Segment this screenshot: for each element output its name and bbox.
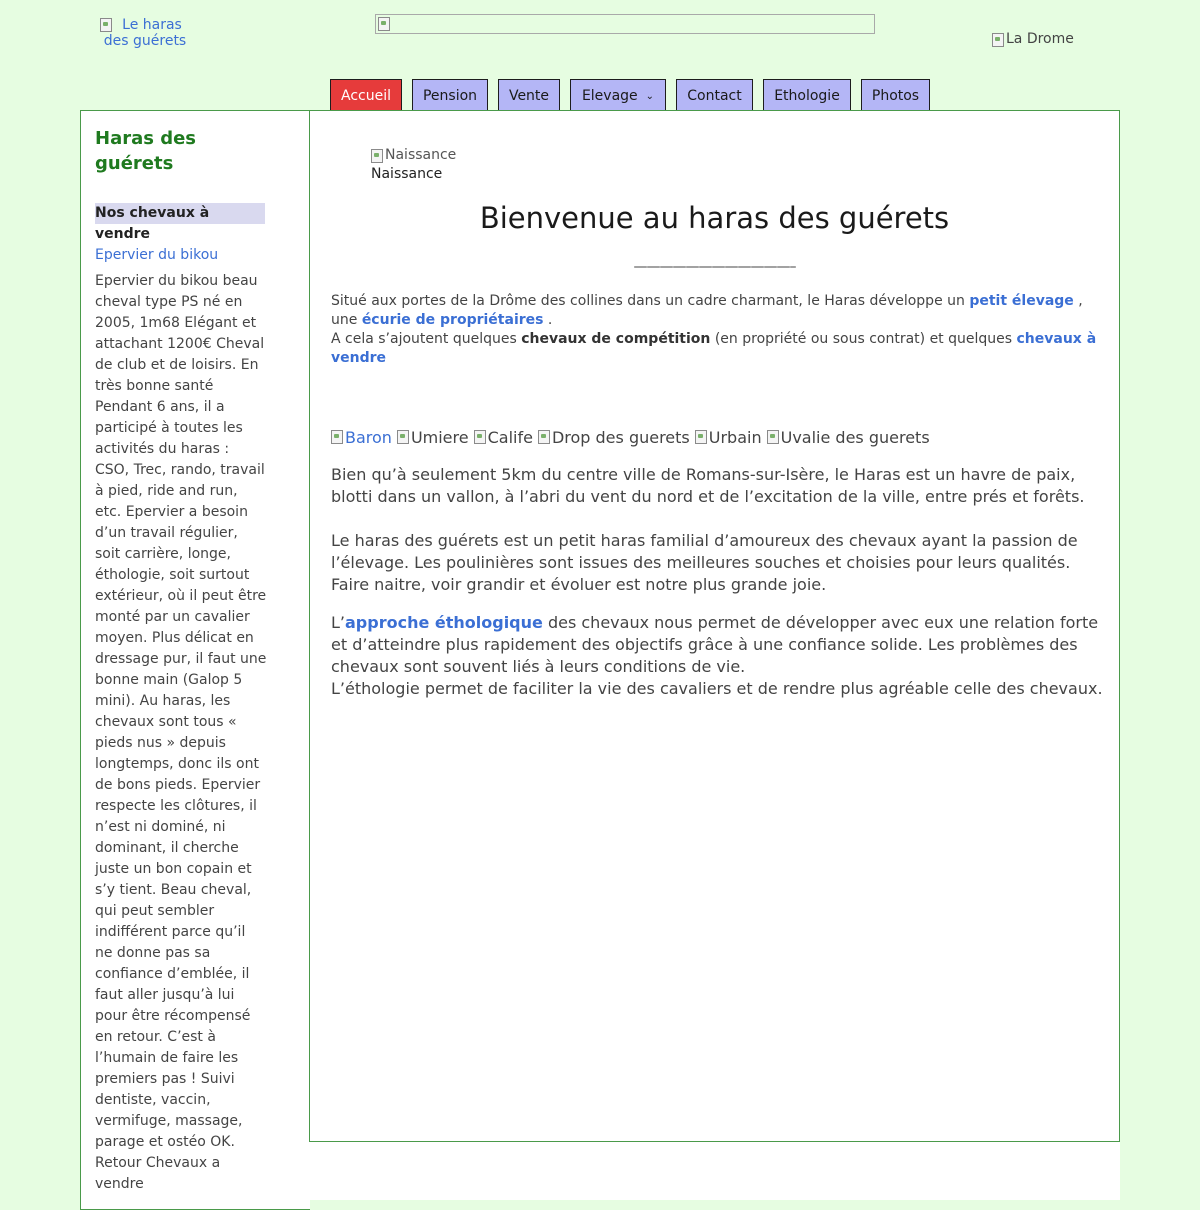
nav-item-label: Photos [871,87,920,104]
approche-ethologique-link[interactable]: approche éthologique [345,613,543,632]
region-logo-alt: La Drome [1006,31,1074,47]
gallery-image-alt: Urbain [708,428,762,447]
petit-elevage-link[interactable]: petit élevage [969,293,1074,309]
site-logo-link[interactable] [100,17,190,49]
site-title: Haras des guérets [95,128,197,174]
ethology-text-3: L’éthologie permet de faciliter la vie des cavaliers et de rendre plus agréable celle des chevaux. [331,679,1103,698]
chevron-down-icon: ⌄ [645,91,655,102]
paragraph-family: Le haras des guérets est un petit haras familial d’amoureux des chevaux ayant la passion de l’élevage. Les poulinières sont issues des meilleures souches et choisies pour leurs qualités. Faire naitre, voir grandir et évoluer est notre plus grande joie. [331,531,1078,594]
page-title: Bienvenue au haras des guérets [479,201,950,235]
paragraph-location: Bien qu’à seulement 5km du centre ville de Romans-sur-Isère, le Haras est un havre de paix, blotti dans un vallon, à l’abri du vent du nord et de l’excitation de la ville, entre prés et forêts. [331,465,1085,506]
separator: ————————————– [633,259,796,275]
content-footer-area [310,1142,1120,1200]
horse-gallery [331,428,930,447]
ethology-text-1: L’ [331,613,345,632]
gallery-image-alt: Umiere [410,428,469,447]
main-content [309,110,1120,1142]
region-logo [992,31,1074,48]
gallery-image [538,428,690,447]
figure-image [371,147,456,164]
nav-item-accueil[interactable] [330,79,402,111]
nav-item-label: Vente [508,87,550,104]
sidebar-heading: Nos chevaux à vendre [95,203,265,224]
broken-image-icon [474,430,486,444]
broken-image-icon [331,430,343,444]
broken-image-icon [767,430,779,444]
intro-text [331,292,1106,368]
ecurie-link[interactable]: écurie de propriétaires [361,312,544,328]
nav-item-vente[interactable] [498,79,560,111]
nav-item-photos[interactable] [861,79,930,111]
sidebar [80,110,310,1210]
broken-image-icon [695,430,707,444]
broken-image-icon [371,149,383,163]
broken-image-icon [378,17,390,31]
gallery-image [767,428,930,447]
nav-item-label: Ethologie [774,87,840,104]
horse-link[interactable]: Epervier du bikou [95,247,219,263]
figure-alt: Naissance [385,147,457,163]
gallery-image-alt: Calife [487,428,533,447]
nav-item-label: Contact [687,87,742,104]
nav-item-pension[interactable] [412,79,488,111]
broken-image-icon [397,430,409,444]
horse-description: Epervier du bikou beau cheval type PS né en 2005, 1m68 Elégant et attachant 1200€ Cheval de club et de loisirs. En très bonne santé Pendant 6 ans, il a participé à toutes les activités du haras : CSO, Trec, rando, travail à pied, ride and run, etc. Epervier a besoin d’un travail régulier, soit carrière, longe, éthologie, soit surtout extérieur, où il peut être monté par un cavalier moyen. Plus délicat en dressage pur, il faut une bonne main (Galop 5 mini). Au haras, les chevaux sont tous « pieds nus » depuis longtemps, donc ils ont de bons pieds. Epervier respecte les clôtures, il n’est ni dominé, ni dominant, il cherche juste un bon copain et s’y tient. Beau cheval, qui peut sembler indifférent parce qu’il ne donne pas sa confiance d’emblée, il faut aller jusqu’à lui pour être récompensé en retour. C’est à l’humain de faire les premiers pas ! Suivi dentiste, vaccin, vermifuge, massage, parage et ostéo OK. Retour Chevaux a vendre [95,273,267,1192]
gallery-image [397,428,469,447]
nav-item-label: Accueil [341,87,391,104]
ethology-text-2: des chevaux nous permet de développer avec eux une relation forte et d’atteindre plus rapidement des objectifs grâce à une confiance solide. Les problèmes des chevaux sont souvent liés à leurs conditions de vie. [331,613,1099,676]
gallery-image [474,428,533,447]
intro-text-4: A cela s’ajoutent quelques [331,331,522,347]
gallery-image-link[interactable] [331,428,392,447]
nav-item-label: Pension [422,87,478,104]
intro-text-5: (en propriété ou sous contrat) et quelques [710,331,1017,347]
header-figure [371,147,456,182]
gallery-image-alt: Uvalie des guerets [780,428,930,447]
chevaux-a-vendre-link[interactable]: chevaux à vendre [331,331,1097,366]
gallery-image-alt: Baron [345,428,392,447]
paragraph-ethology [331,612,1106,700]
broken-image-icon [538,430,550,444]
intro-text-1: Situé aux portes de la Drôme des collines dans un cadre charmant, le Haras développe un [331,293,970,309]
broken-image-icon [100,18,112,32]
competition-text: chevaux de compétition [521,331,711,347]
nav-item-ethologie[interactable] [763,79,851,111]
intro-text-2: , une [331,293,1083,328]
site-logo-alt: Le haras des guérets [103,17,187,50]
intro-text-3: . [543,312,553,328]
figure-caption: Naissance [371,166,443,182]
nav-item-contact[interactable] [676,79,753,111]
gallery-image-alt: Drop des guerets [551,428,690,447]
header-banner [375,14,875,34]
nav-item-elevage[interactable] [570,79,666,111]
broken-image-icon [992,33,1004,47]
gallery-image [695,428,762,447]
nav-item-label: Elevage [581,87,638,104]
